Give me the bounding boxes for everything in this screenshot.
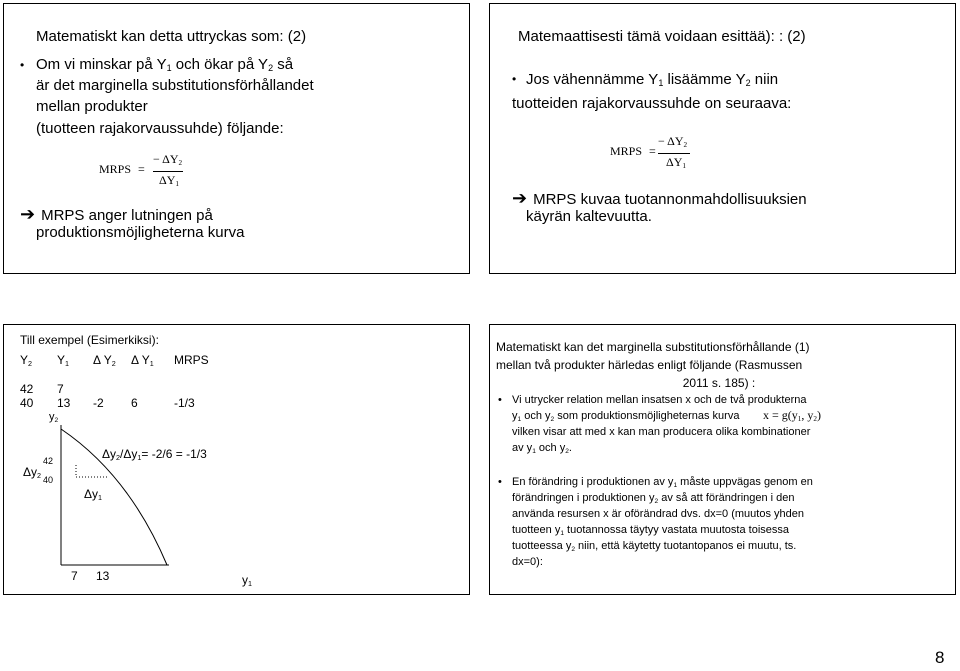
slide-4-b2-line-2: förändringen i produktionen $y_2$ av så att förändringen i den xyxy=(512,492,795,505)
table-row: 40 13 -2 6 -1/3 xyxy=(20,396,195,410)
y-axis-label: $y_2$ xyxy=(49,411,59,424)
arrow-right-icon: ➔ xyxy=(20,204,36,224)
slide-4 xyxy=(489,324,956,595)
slide-1-text-line-1: Om vi minskar på $Y_1$ och ökar på $Y_2$ så xyxy=(36,56,294,73)
slide-1-text-line-2: är det marginella substitutionsförhållandet xyxy=(36,77,314,94)
slide-4-title-line-2: mellan två produkter härledas enligt följande (Rasmussen xyxy=(496,358,803,372)
y-tick-40: 40 xyxy=(43,475,54,485)
slide-4-b2-line-6: dx=0): xyxy=(512,556,543,568)
slide-1-conclusion-line-1: ➔ MRPS anger lutningen på xyxy=(20,204,213,224)
y-tick-42: 42 xyxy=(43,456,54,466)
slide-1-text-line-3: mellan produkter xyxy=(36,98,148,115)
slide-2-text-line-2: tuotteiden rajakorvaussuhde on seuraava: xyxy=(512,95,792,112)
slide-4-b1-line-4: av $y_1$ och $y_2$. xyxy=(512,442,572,455)
slide-4-title-line-1: Matematiskt kan det marginella substitutionsförhållande (1) xyxy=(496,340,810,354)
slide-1-bullet-dot: • xyxy=(20,58,25,72)
slide-4-b2-line-3: använda resursen x är oförändrad dvs. dx=0 (muutos yhden xyxy=(512,508,804,520)
x-axis-label: $y_1$ xyxy=(242,573,252,588)
slide-3-title: Till exempel (Esimerkiksi): xyxy=(20,333,159,347)
slide-2-bullet-dot: • xyxy=(512,72,517,86)
slide-2-text-line-1: Jos vähennämme $Y_1$ lisäämme $Y_2$ niin xyxy=(526,71,779,88)
slide-1-conclusion-line-2: produktionsmöjligheterna kurva xyxy=(36,224,245,241)
production-possibility-graph xyxy=(4,325,471,596)
table-row: 42 7 xyxy=(20,382,64,396)
slide-4-b1-line-2: $y_1$ och $y_2$ som produktionsmöjligheternas kurva xyxy=(512,410,740,423)
ppf-curve xyxy=(61,429,167,565)
slide-4-b2-line-1: En förändring i produktionen av $y_1$ måste uppvägas genom en xyxy=(512,476,813,489)
slide-1 xyxy=(3,3,470,274)
slide-2 xyxy=(489,3,956,274)
arrow-right-icon: ➔ xyxy=(512,188,528,208)
slide-1-text-line-4: (tuotteen rajakorvaussuhde) följande: xyxy=(36,120,284,137)
slide-4-b1-line-1: Vi utrycker relation mellan insatsen x och de två produkterna xyxy=(512,394,807,406)
page-number: 8 xyxy=(935,648,945,667)
slide-4-b1-line-3: vilken visar att med x kan man producera olika kombinationer xyxy=(512,426,811,438)
slide-4-b2-line-5: tuotteessa $y_2$ niin, että käytetty tuotantopanos ei muutu, ts. xyxy=(512,540,797,553)
slide-2-formula: MRPS = − $\Delta Y_2$ $\Delta Y_1$ xyxy=(610,134,720,179)
bullet-dot: • xyxy=(498,394,502,406)
slide-4-title-line-3: 2011 s. 185) : xyxy=(682,376,756,390)
x-tick-13: 13 xyxy=(96,569,110,583)
slide-4-b2-line-4: tuotteen $y_1$ tuotannossa täytyy vastata muutosta toisessa xyxy=(512,524,790,537)
slide-1-title: Matematiskt kan detta uttryckas som: (2) xyxy=(36,28,307,45)
slide-2-conclusion-line-1: ➔ MRPS kuvaa tuotannonmahdollisuuksien xyxy=(512,188,807,208)
bullet-dot: • xyxy=(498,476,502,488)
slide-3 xyxy=(3,324,470,595)
slide-4-formula: $x = g(y_1$, $y_2$) xyxy=(763,408,821,423)
slide-2-conclusion-line-2: käyrän kaltevuutta. xyxy=(526,208,652,225)
delta-y1-label: $\Delta y_1$ xyxy=(84,487,103,502)
slope-ratio-label: $\Delta y_2/\Delta y_1= -2/6 = -1/3$ xyxy=(102,447,207,462)
table-header-row: $Y_2$ $Y_1$ Δ $Y_2$ Δ $Y_1$ MRPS xyxy=(20,353,209,368)
slide-2-title: Matemaattisesti tämä voidaan esittää): : (2) xyxy=(518,28,806,45)
slide-1-formula: MRPS = − $\Delta Y_2$ $\Delta Y_1$ xyxy=(99,152,183,188)
delta-y2-label: $\Delta y_2$ xyxy=(23,465,42,480)
x-tick-7: 7 xyxy=(71,569,78,583)
